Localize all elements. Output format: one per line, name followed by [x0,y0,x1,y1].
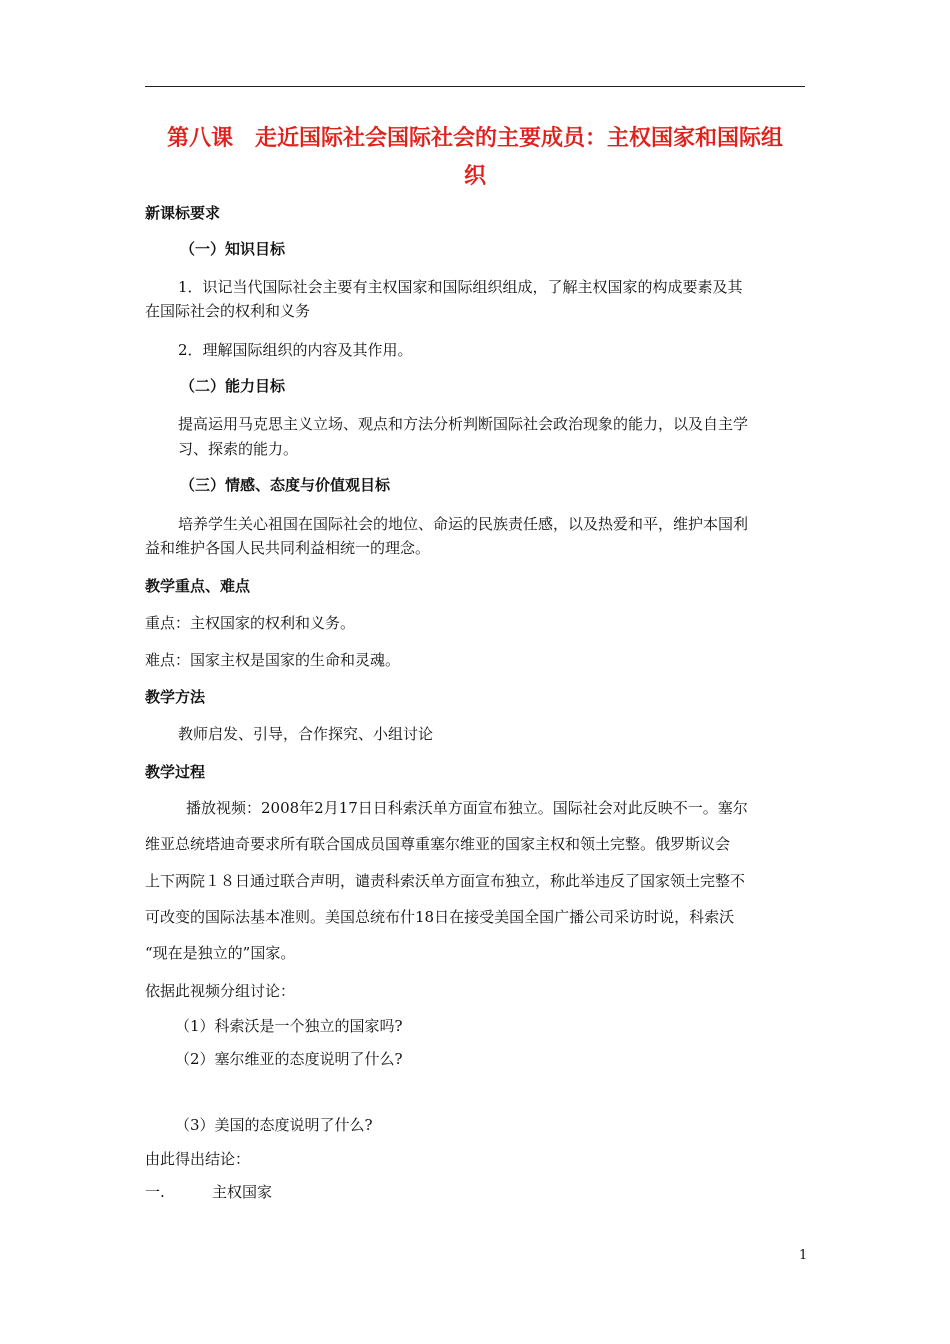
difficult-point: 难点：国家主权是国家的生命和灵魂。 [145,651,401,669]
question-3: （3）美国的态度说明了什么? [175,1116,373,1134]
emotion-line-1: 培养学生关心祖国在国际社会的地位、命运的民族责任感，以及热爱和平，维护本国利 [178,515,749,533]
emotion-line-2: 益和维护各国人民共同利益相统一的理念。 [145,539,431,557]
heading-teaching-process: 教学过程 [145,763,206,781]
heading-teaching-method: 教学方法 [145,688,206,706]
ability-line-2: 习、探索的能力。 [178,440,299,458]
knowledge-item-1-line-1: 1．识记当代国际社会主要有主权国家和国际组织组成，了解主权国家的构成要素及其 [178,278,743,296]
video-line-3: 上下两院１８日通过联合声明，谴责科索沃单方面宣布独立，称此举违反了国家领土完整不 [145,872,746,890]
key-point: 重点：主权国家的权利和义务。 [145,614,356,632]
ability-line-1: 提高运用马克思主义立场、观点和方法分析判断国际社会政治现象的能力，以及自主学 [178,415,749,433]
discussion-intro: 依据此视频分组讨论： [145,982,296,1000]
video-line-2: 维亚总统塔迪奇要求所有联合国成员国尊重塞尔维亚的国家主权和领土完整。俄罗斯议会 [145,835,731,853]
knowledge-item-2: 2．理解国际组织的内容及其作用。 [178,341,413,359]
video-line-4: 可改变的国际法基本准则。美国总统布什18日在接受美国全国广播公司采访时说，科索沃 [145,908,735,926]
title-line-1: 第八课 走近国际社会国际社会的主要成员：主权国家和国际组 [166,126,783,151]
title-line-2: 织 [463,164,486,189]
section-1-number: 一. [145,1183,165,1201]
heading-ability-goal: （二）能力目标 [180,377,286,395]
video-line-5: “现在是独立的”国家。 [145,944,296,962]
section-1-title: 主权国家 [212,1183,273,1201]
video-line-1: 播放视频：2008年2月17日日科索沃单方面宣布独立。国际社会对此反映不一。塞尔 [186,799,748,817]
heading-standard: 新课标要求 [145,204,221,222]
lesson-title [145,120,805,196]
heading-knowledge-goal: （一）知识目标 [180,240,286,258]
header-rule [145,86,805,87]
question-2: （2）塞尔维亚的态度说明了什么? [175,1050,403,1068]
teaching-method: 教师启发、引导，合作探究、小组讨论 [178,725,434,743]
heading-key-points: 教学重点、难点 [145,577,251,595]
page-number: 1 [799,1248,808,1263]
knowledge-item-1-line-2: 在国际社会的权利和义务 [145,302,311,320]
question-1: （1）科索沃是一个独立的国家吗? [175,1017,403,1035]
conclusion-label: 由此得出结论： [145,1150,251,1168]
heading-emotion-goal: （三）情感、态度与价值观目标 [180,476,391,494]
